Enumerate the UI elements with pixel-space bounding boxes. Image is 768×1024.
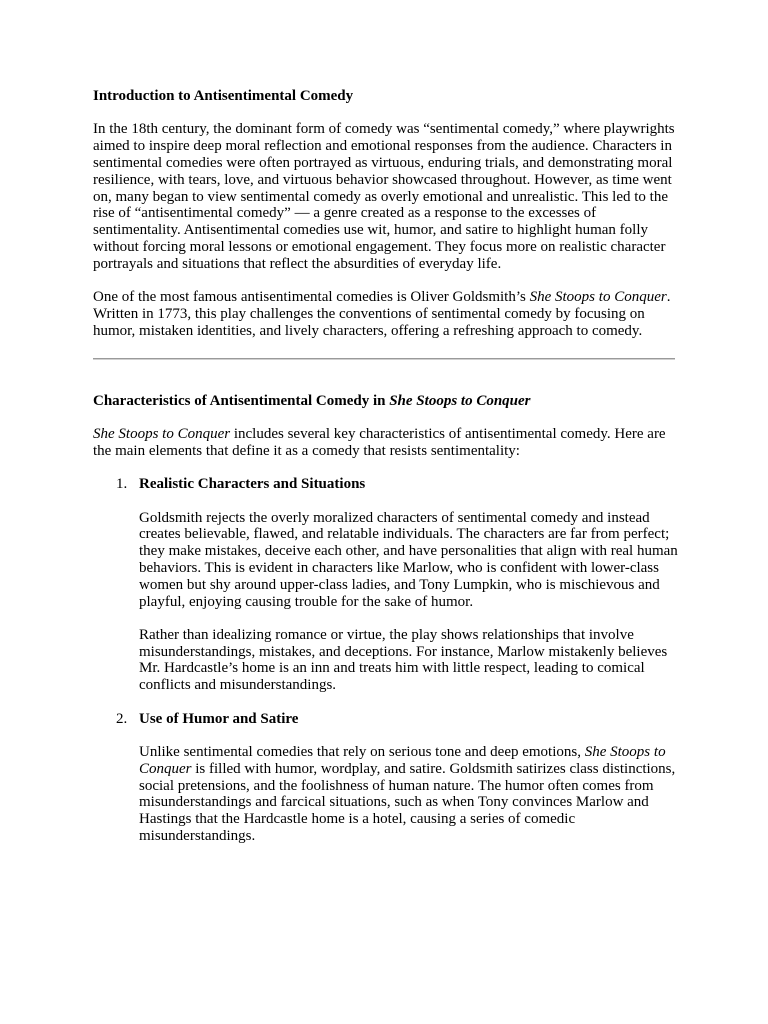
list-item-number: 1. bbox=[116, 476, 128, 493]
characteristics-intro-rest: includes several key characteristics of antisentimental comedy. Here are the main elements that define it as a comedy that resists sentimentality: bbox=[93, 425, 666, 459]
list-item-paragraph: Goldsmith rejects the overly moralized characters of sentimental comedy and instead creates believable, flawed, and relatable individuals. The characters are far from perfect; they make mistakes, deceive each other, and have personalities that align with real human behaviors. This is evident in characters like Marlow, who is confident with lower-class women but shy around upper-class ladies, and Tony Lumpkin, who is mischievous and playful, enjoying causing trouble for the sake of humor. bbox=[139, 509, 678, 610]
list-item-title: Use of Humor and Satire bbox=[139, 710, 299, 727]
list-item-title: Realistic Characters and Situations bbox=[139, 476, 366, 493]
characteristics-heading-title: She Stoops to Conquer bbox=[389, 392, 531, 409]
characteristics-heading-start: Characteristics of Antisentimental Comedy in bbox=[93, 392, 390, 409]
list-item-number: 2. bbox=[116, 710, 128, 727]
characteristics-intro bbox=[93, 426, 683, 460]
characteristics-heading bbox=[93, 393, 683, 410]
intro-paragraph-1: In the 18th century, the dominant form of comedy was “sentimental comedy,” where playwrights aimed to inspire deep moral reflection and emotional responses from the audience. Characters in sentimental comedies were often portrayed as virtuous, enduring trials, and demonstrating moral resilience, with tears, love, and virtuous behavior showcased throughout. However, as time went on, many began to view sentimental comedy as overly emotional and unrealistic. This led to the rise of “antisentimental comedy” — a genre created as a response to the excesses of sentimentality. Antisentimental comedies use wit, humor, and satire to highlight human folly without forcing moral lessons or emotional engagement. They focus more on realistic character portrayals and situations that reflect the absurdities of everyday life. bbox=[93, 121, 675, 272]
intro-paragraph-2-end: . Written in 1773, this play challenges the conventions of sentimental comedy by focusing on humor, mistaken identities, and lively characters, offering a refreshing approach to comedy. bbox=[93, 289, 671, 339]
intro-heading: Introduction to Antisentimental Comedy bbox=[93, 88, 354, 104]
list-item bbox=[93, 711, 683, 845]
list-item-paragraph-end: is filled with humor, wordplay, and satire. Goldsmith satirizes class distinctions, social pretensions, and the foolishness of human nature. The humor often comes from misunderstandings and farcical situations, such as when Tony convinces Marlow and Hastings that the Hardcastle home is a hotel, causing a series of comedic misunderstandings. bbox=[139, 760, 676, 845]
intro-paragraph-2-start: One of the most famous antisentimental comedies is Oliver Goldsmith’s bbox=[93, 289, 530, 306]
play-title: She Stoops to Conquer bbox=[529, 289, 667, 306]
list-item-paragraph-start: Unlike sentimental comedies that rely on serious tone and deep emotions, bbox=[139, 744, 585, 761]
list-item bbox=[93, 476, 683, 694]
play-title: She Stoops to Conquer bbox=[139, 744, 666, 777]
intro-paragraph-2 bbox=[93, 289, 683, 339]
list-item-paragraph: Rather than idealizing romance or virtue, the play shows relationships that involve misunderstandings, mistakes, and deceptions. For instance, Marlow mistakenly believes Mr. Hardcastle’s home is an inn and treats him with little respect, leading to comical conflicts and misunderstandings. bbox=[139, 626, 668, 694]
document-page bbox=[93, 88, 683, 845]
characteristics-list bbox=[93, 476, 683, 845]
list-item-paragraph bbox=[139, 744, 683, 845]
characteristics-intro-title: She Stoops to Conquer bbox=[93, 425, 231, 442]
